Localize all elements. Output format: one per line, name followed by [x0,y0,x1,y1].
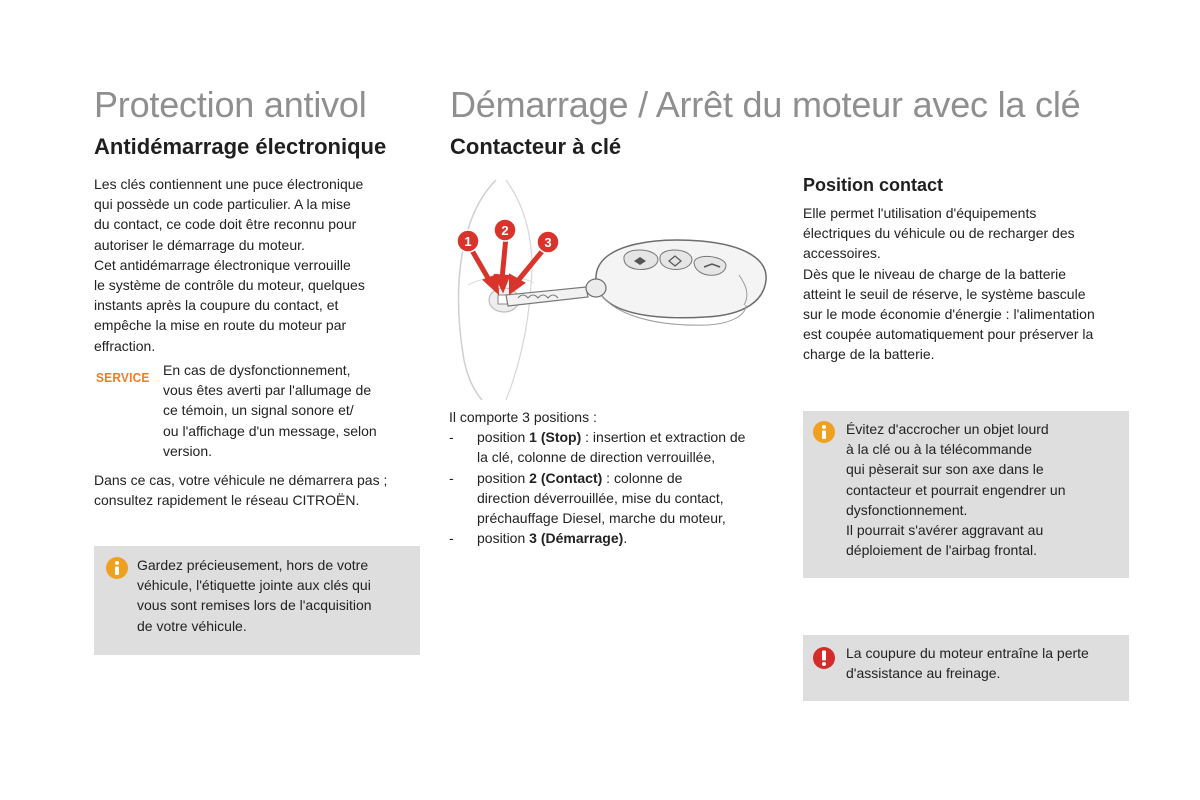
position-label: 1 (Stop) [529,429,582,446]
text-line: est coupée automatiquement pour préserver la [803,326,1094,343]
info-icon [106,557,128,579]
page-title-left: Protection antivol [94,84,367,125]
text-line: de votre véhicule. [137,617,247,634]
callout-1 [457,230,479,252]
info-box-right-text [846,419,1126,560]
text-line: charge de la batterie. [803,346,935,363]
warning-box [803,635,1129,701]
text-line: à la clé ou à la télécommande [846,441,1032,458]
position-desc-line: direction déverrouillée, mise du contact, [477,489,724,506]
position-label: 2 (Contact) [529,469,603,486]
text-line: du contact, ce code doit être reconnu pour [94,216,357,233]
text-line: Cet antidémarrage électronique verrouille [94,256,351,273]
text-line: En cas de dysfonctionnement, [163,362,351,378]
position-desc-line: préchauffage Diesel, marche du moteur, [477,510,726,527]
list-dash: - [449,469,454,486]
callout-3 [537,231,559,253]
service-note [163,360,423,461]
service-warning-icon: SERVICE [96,370,150,385]
text-line: ou l'affichage d'un message, selon [163,422,377,439]
text-line: vous sont remises lors de l'acquisition [137,597,372,614]
position-prefix: position [477,429,530,446]
list-dash: - [449,429,454,446]
list-item [449,427,784,467]
callout-2 [494,219,516,241]
text-line: le système de contrôle du moteur, quelques [94,277,365,294]
warning-box-text [846,643,1126,683]
text-line: empêche la mise en route du moteur par [94,317,347,334]
text-line: qui pèserait sur son axe dans le [846,461,1044,478]
position-prefix: position [477,530,530,547]
list-dash: - [449,530,454,547]
callout-3-label: 3 [544,235,552,250]
text-line: vous êtes averti par l'allumage de [163,382,372,399]
text-line: véhicule, l'étiquette jointe aux clés qui [137,577,371,594]
text-line: atteint le seuil de réserve, le système bascule [803,285,1086,302]
warning-icon [813,647,835,669]
position-label: 3 (Démarrage) [529,530,624,547]
position-prefix: position [477,469,530,486]
position-contact-heading: Position contact [803,175,944,195]
paragraph-antidemarrage [94,174,424,356]
callout-1-label: 1 [464,234,472,249]
list-item [449,528,784,548]
text-line: instants après la coupure du contact, et [94,297,339,314]
text-line: ce témoin, un signal sonore et/ [163,402,354,419]
text-line: consultez rapidement le réseau CITROËN. [94,492,360,509]
position-desc: : colonne de [602,469,683,486]
text-line: Évitez d'accrocher un objet lourd [846,421,1049,437]
page-title-right: Démarrage / Arrêt du moteur avec la clé [450,84,1081,125]
text-line: Il pourrait s'avérer aggravant au [846,522,1044,539]
position-desc: . [623,530,628,547]
info-box-left [94,546,420,655]
positions-list [449,427,784,548]
position-desc: : insertion et extraction de [581,429,746,446]
text-line: Dès que le niveau de charge de la batterie [803,265,1067,282]
positions-section [449,407,784,548]
text-line: Les clés contiennent une puce électronique [94,176,364,192]
text-line: contacteur et pourrait engendrer un [846,481,1066,498]
positions-intro: Il comporte 3 positions : [449,409,597,425]
section-subtitle-left: Antidémarrage électronique [94,134,387,159]
text-line: qui possède un code particulier. A la mise [94,196,351,213]
info-box-left-text [137,555,412,636]
info-icon [813,421,835,443]
text-line: électriques du véhicule ou de recharger des [803,225,1075,242]
info-box-right [803,411,1129,578]
text-line: d'assistance au freinage. [846,665,1001,682]
ignition-key-figure [446,175,776,400]
text-line: autoriser le démarrage du moteur. [94,236,305,253]
text-line: version. [163,442,213,459]
text-line: accessoires. [803,245,881,262]
position-contact-text [803,203,1133,365]
text-line: La coupure du moteur entraîne la perte [846,645,1089,661]
text-line: sur le mode économie d'énergie : l'alimentation [803,306,1095,323]
section-subtitle-right: Contacteur à clé [450,134,622,159]
text-line: Gardez précieusement, hors de votre [137,557,369,573]
text-line: Elle permet l'utilisation d'équipements [803,205,1037,221]
paragraph-citroen [94,470,424,510]
text-line: Dans ce cas, votre véhicule ne démarrera pas ; [94,472,388,488]
text-line: effraction. [94,337,156,354]
list-item [449,468,784,529]
text-line: dysfonctionnement. [846,501,968,518]
position-desc-line: la clé, colonne de direction verrouillée, [477,449,716,466]
callout-2-label: 2 [501,223,509,238]
text-line: déploiement de l'airbag frontal. [846,542,1038,559]
